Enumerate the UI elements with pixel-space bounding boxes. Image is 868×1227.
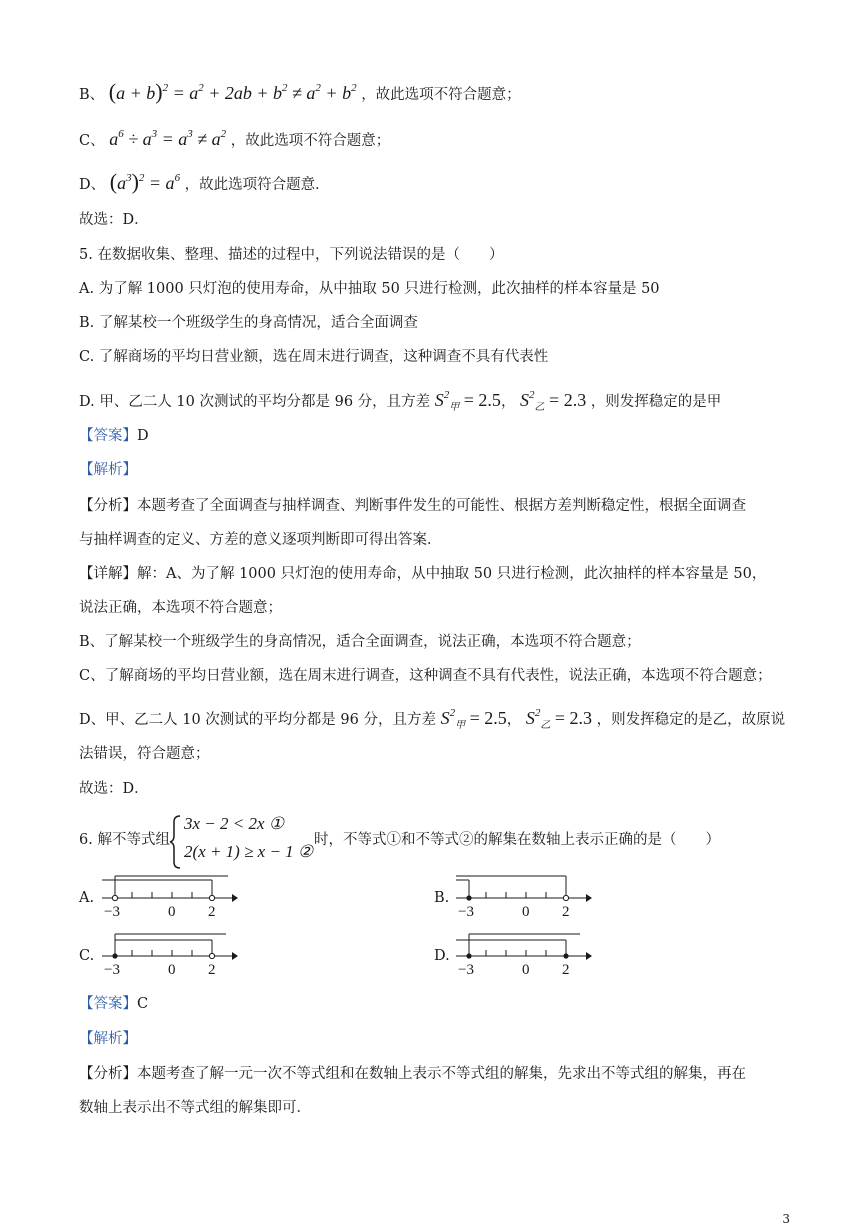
number-line-c: [98, 928, 238, 982]
detail-text: ，则发挥稳定的是乙，故原说: [596, 712, 786, 728]
option-text: ，故此选项不符合题意；: [230, 133, 391, 149]
q5-detail-3: B、了解某校一个班级学生的身高情况，适合全面调查，说法正确，本选项不符合题意；: [79, 634, 641, 650]
q5-answer: [79, 426, 149, 446]
answer-tag: 【答案】: [79, 428, 137, 444]
detail-text: 解：A、为了解 1000 只灯泡的使用寿命，从中抽取 50 只进行检测，此次抽样的样本容量是 50，: [137, 566, 767, 582]
q6-stem-pre: 6. 解不等式组: [79, 832, 170, 848]
q6-stem-post: 时，不等式①和不等式②的解集在数轴上表示正确的是（ ）: [314, 832, 720, 848]
q6-option-d-label: D.: [434, 948, 450, 964]
q6-option-c-label: C.: [79, 948, 95, 964]
tick-label: 0: [522, 962, 530, 978]
q5-option-d: D. 甲、乙二人 10 次测试的平均分都是 96 分，且方差 $S^2_甲 = 2.5$， $S^2_乙 = 2.3$ ，则发挥稳定的是甲: [79, 389, 722, 413]
page-number: 3: [782, 1212, 790, 1226]
option-text: ，故此选项不符合题意；: [361, 87, 521, 103]
analysis-text: 本题考查了解一元一次不等式组和在数轴上表示不等式组的解集，先求出不等式组的解集，再在: [137, 1066, 746, 1082]
tick-label: 0: [168, 962, 176, 978]
tick-label: −3: [458, 904, 474, 920]
q5-analysis-tag: 【解析】: [79, 462, 137, 478]
q5-analysis-1: [79, 496, 746, 516]
variance-formula: $S^2_乙 = 2.3$: [525, 707, 592, 731]
inequality-2: 2(x + 1) ≥ x − 1 ②: [184, 842, 314, 861]
q6-analysis-1: [79, 1064, 746, 1084]
tick-label: 0: [522, 904, 530, 920]
option-label: D、: [79, 177, 106, 193]
analysis-head: 【分析】: [79, 1066, 137, 1082]
tick-label: 0: [168, 904, 176, 920]
analysis-text: 本题考查了全面调查与抽样调查、判断事件发生的可能性、根据方差判断稳定性，根据全面调查: [137, 498, 746, 514]
q5-option-b: B. 了解某校一个班级学生的身高情况，适合全面调查: [79, 315, 418, 331]
answer-value: D: [137, 428, 149, 444]
q4-conclusion: 故选：D．: [79, 212, 149, 228]
variance-formula: $S^2_甲 = 2.5$: [434, 389, 501, 413]
q6-analysis-tag: 【解析】: [79, 1031, 137, 1047]
option-label: C、: [79, 133, 105, 149]
q4-option-b: [79, 78, 521, 105]
tick-label: −3: [458, 962, 474, 978]
option-text: ，则发挥稳定的是甲: [590, 394, 722, 410]
q5-conclusion: 故选：D．: [79, 781, 149, 797]
q6-answer: [79, 994, 148, 1014]
number-line-b: [452, 870, 592, 924]
formula-b: $(a + b)^2 = a^2 + 2ab + b^2 \ne a^2 + b^2$: [108, 79, 357, 104]
q6-analysis-2: 数轴上表示出不等式组的解集即可．: [79, 1100, 311, 1116]
detail-head: 【详解】: [79, 566, 137, 582]
analysis-head: 【分析】: [79, 498, 137, 514]
q5-stem: 5. 在数据收集、整理、描述的过程中，下列说法错误的是（ ）: [79, 247, 504, 263]
tick-label: −3: [104, 904, 120, 920]
number-line-d: [452, 928, 592, 982]
q5-analysis-2: 与抽样调查的定义、方差的意义逐项判断即可得出答案．: [79, 532, 442, 548]
formula-d: $(a^3)^2 = a^6$: [109, 169, 181, 194]
inequality-1: 3x − 2 < 2x ①: [184, 814, 285, 833]
tick-label: 2: [562, 962, 570, 978]
answer-value: C: [137, 996, 149, 1012]
detail-text: D、甲、乙二人 10 次测试的平均分都是 96 分，且方差: [79, 712, 436, 728]
tick-label: −3: [104, 962, 120, 978]
q5-detail-6: 法错误，符合题意；: [79, 746, 210, 762]
q4-option-d: [79, 168, 330, 195]
option-text: D. 甲、乙二人 10 次测试的平均分都是 96 分，且方差: [79, 394, 431, 410]
tick-label: 2: [208, 962, 216, 978]
formula-c: $a^6 \div a^3 = a^3 \ne a^2$: [109, 128, 227, 149]
answer-tag: 【答案】: [79, 996, 137, 1012]
option-label: B、: [79, 87, 105, 103]
q5-detail-1: [79, 564, 766, 584]
q5-option-c: C. 了解商场的平均日营业额，选在周末进行调查，这种调查不具有代表性: [79, 349, 549, 365]
q4-option-c: [79, 124, 390, 151]
q5-detail-4: C、了解商场的平均日营业额，选在周末进行调查，这种调查不具有代表性，说法正确，本选项不符合题意；: [79, 668, 772, 684]
variance-formula: $S^2_乙 = 2.3$: [520, 389, 587, 413]
tick-label: 2: [562, 904, 570, 920]
tick-label: 2: [208, 904, 216, 920]
q5-option-a: A. 为了解 1000 只灯泡的使用寿命，从中抽取 50 只进行检测，此次抽样的样本容量是 50: [79, 281, 660, 297]
number-line-a: [98, 870, 238, 924]
q5-detail-5: D、甲、乙二人 10 次测试的平均分都是 96 分，且方差 $S^2_甲 = 2.5$， $S^2_乙 = 2.3$ ，则发挥稳定的是乙，故原说: [79, 707, 786, 731]
variance-formula: $S^2_甲 = 2.5$: [440, 707, 507, 731]
q6-option-a-label: A.: [79, 890, 95, 906]
q6-option-b-label: B.: [434, 890, 450, 906]
q5-detail-2: 说法正确，本选项不符合题意；: [79, 600, 282, 616]
option-text: ，故此选项符合题意．: [184, 177, 330, 193]
